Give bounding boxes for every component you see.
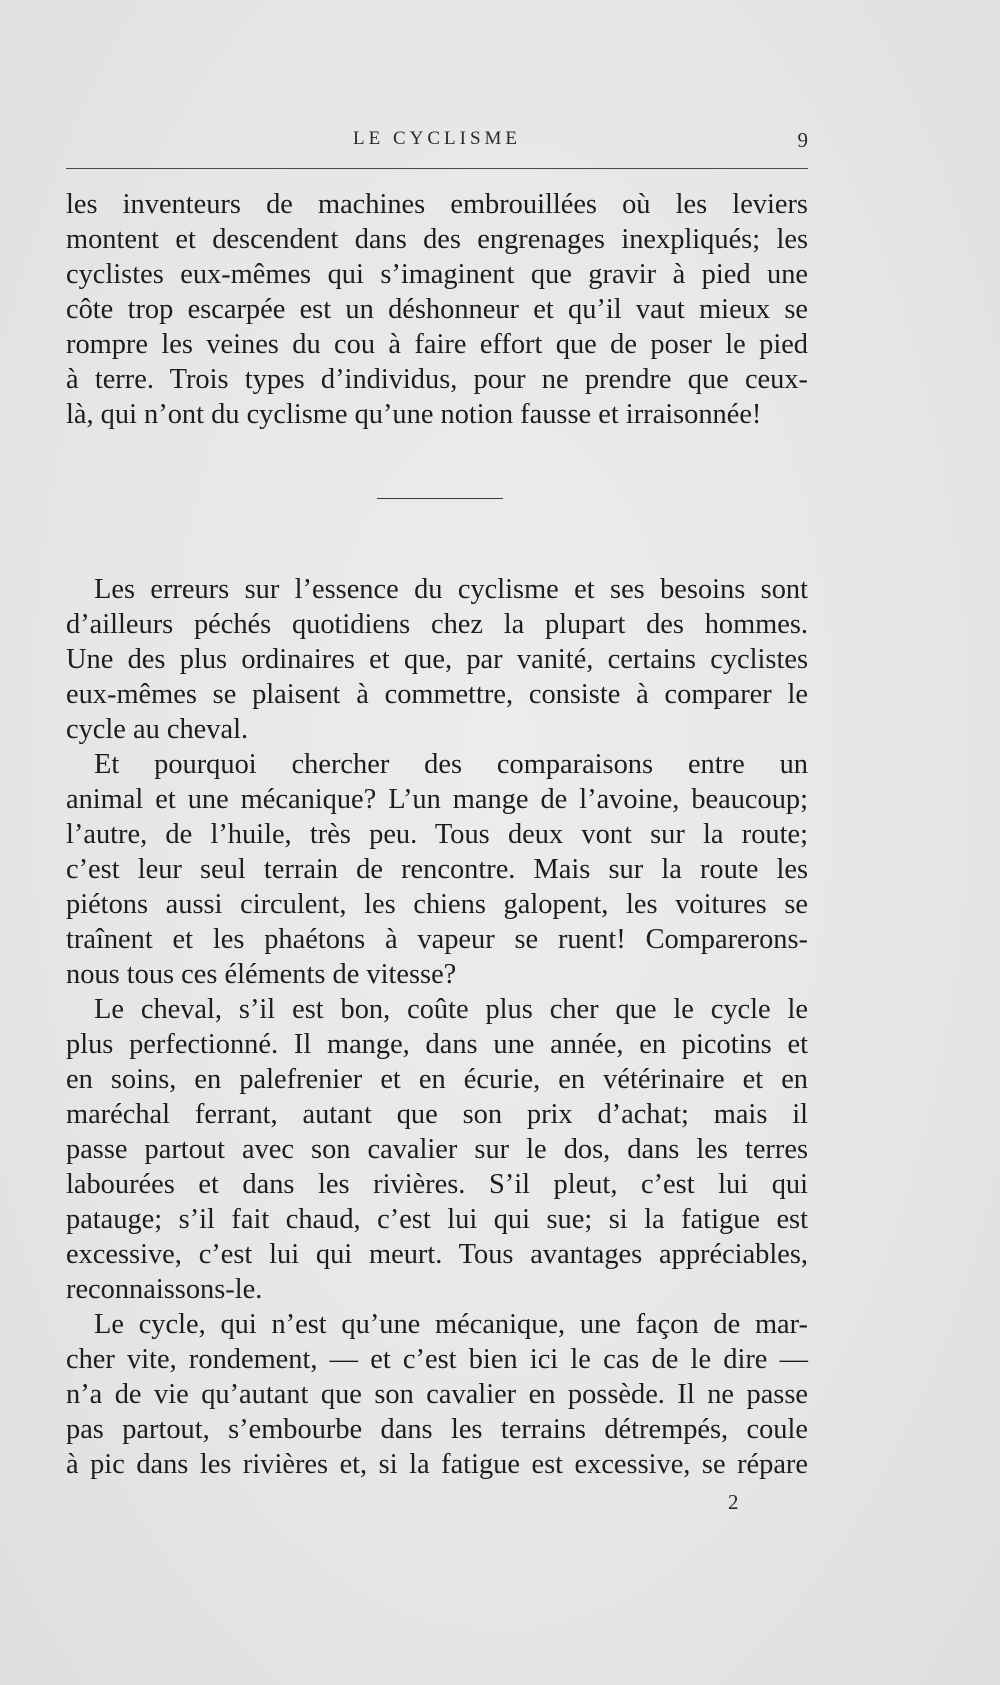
section-divider [377, 498, 503, 499]
text-line: nous tous ces éléments de vitesse? [66, 959, 457, 990]
text-line: animal et une mécanique? L’un mange de l’avoine, beaucoup; [66, 784, 808, 815]
running-title: LE CYCLISME [352, 128, 522, 149]
paragraph-continued [66, 187, 808, 432]
signature-mark: 2 [728, 1490, 739, 1514]
text-line: piétons aussi circulent, les chiens galopent, les voitures se [66, 889, 808, 920]
text-line: passe partout avec son cavalier sur le dos, dans les terres [66, 1134, 808, 1165]
text-line: Le cycle, qui n’est qu’une mécanique, une façon de mar- [94, 1309, 808, 1340]
text-line: en soins, en palefrenier et en écurie, en vétérinaire et en [66, 1064, 808, 1095]
text-line: maréchal ferrant, autant que son prix d’achat; mais il [66, 1099, 808, 1130]
section-body [66, 572, 808, 1482]
text-line: labourées et dans les rivières. S’il pleut, c’est lui qui [66, 1169, 808, 1200]
text-line: montent et descendent dans des engrenages inexpliqués; les [66, 224, 808, 255]
text-line: à pic dans les rivières et, si la fatigue est excessive, se répare [66, 1449, 808, 1480]
header-rule [66, 168, 808, 169]
text-line: rompre les veines du cou à faire effort que de poser le pied [66, 329, 808, 360]
text-line: d’ailleurs péchés quotidiens chez la plupart des hommes. [66, 609, 808, 640]
text-line: Les erreurs sur l’essence du cyclisme et ses besoins sont [94, 574, 808, 605]
text-line: l’autre, de l’huile, très peu. Tous deux vont sur la route; [66, 819, 808, 850]
text-line: eux-mêmes se plaisent à commettre, consiste à comparer le [66, 679, 808, 710]
text-line: traînent et les phaétons à vapeur se ruent! Comparerons- [66, 924, 808, 955]
text-line: cyclistes eux-mêmes qui s’imaginent que gravir à pied une [66, 259, 808, 290]
text-line: c’est leur seul terrain de rencontre. Mais sur la route les [66, 854, 808, 885]
text-line: excessive, c’est lui qui meurt. Tous avantages appréciables, [66, 1239, 808, 1270]
text-line: plus perfectionné. Il mange, dans une année, en picotins et [66, 1029, 808, 1060]
text-line: là, qui n’ont du cyclisme qu’une notion fausse et irraisonnée! [66, 399, 762, 430]
text-line: reconnaissons-le. [66, 1274, 263, 1305]
text-line: pas partout, s’embourbe dans les terrains détrempés, coule [66, 1414, 808, 1445]
running-head [66, 128, 808, 156]
page-number: 9 [797, 128, 808, 152]
text-line: cher vite, rondement, — et c’est bien ici le cas de le dire — [66, 1344, 808, 1375]
text-line: cycle au cheval. [66, 714, 249, 745]
text-line: Le cheval, s’il est bon, coûte plus cher que le cycle le [94, 994, 808, 1025]
text-line: n’a de vie qu’autant que son cavalier en possède. Il ne passe [66, 1379, 808, 1410]
text-line: les inventeurs de machines embrouillées où les leviers [66, 189, 808, 220]
text-line: côte trop escarpée est un déshonneur et qu’il vaut mieux se [66, 294, 808, 325]
text-line: à terre. Trois types d’individus, pour ne prendre que ceux- [66, 364, 808, 395]
text-line: patauge; s’il fait chaud, c’est lui qui sue; si la fatigue est [66, 1204, 808, 1235]
text-line: Et pourquoi chercher des comparaisons entre un [94, 749, 808, 780]
text-line: Une des plus ordinaires et que, par vanité, certains cyclistes [66, 644, 808, 675]
